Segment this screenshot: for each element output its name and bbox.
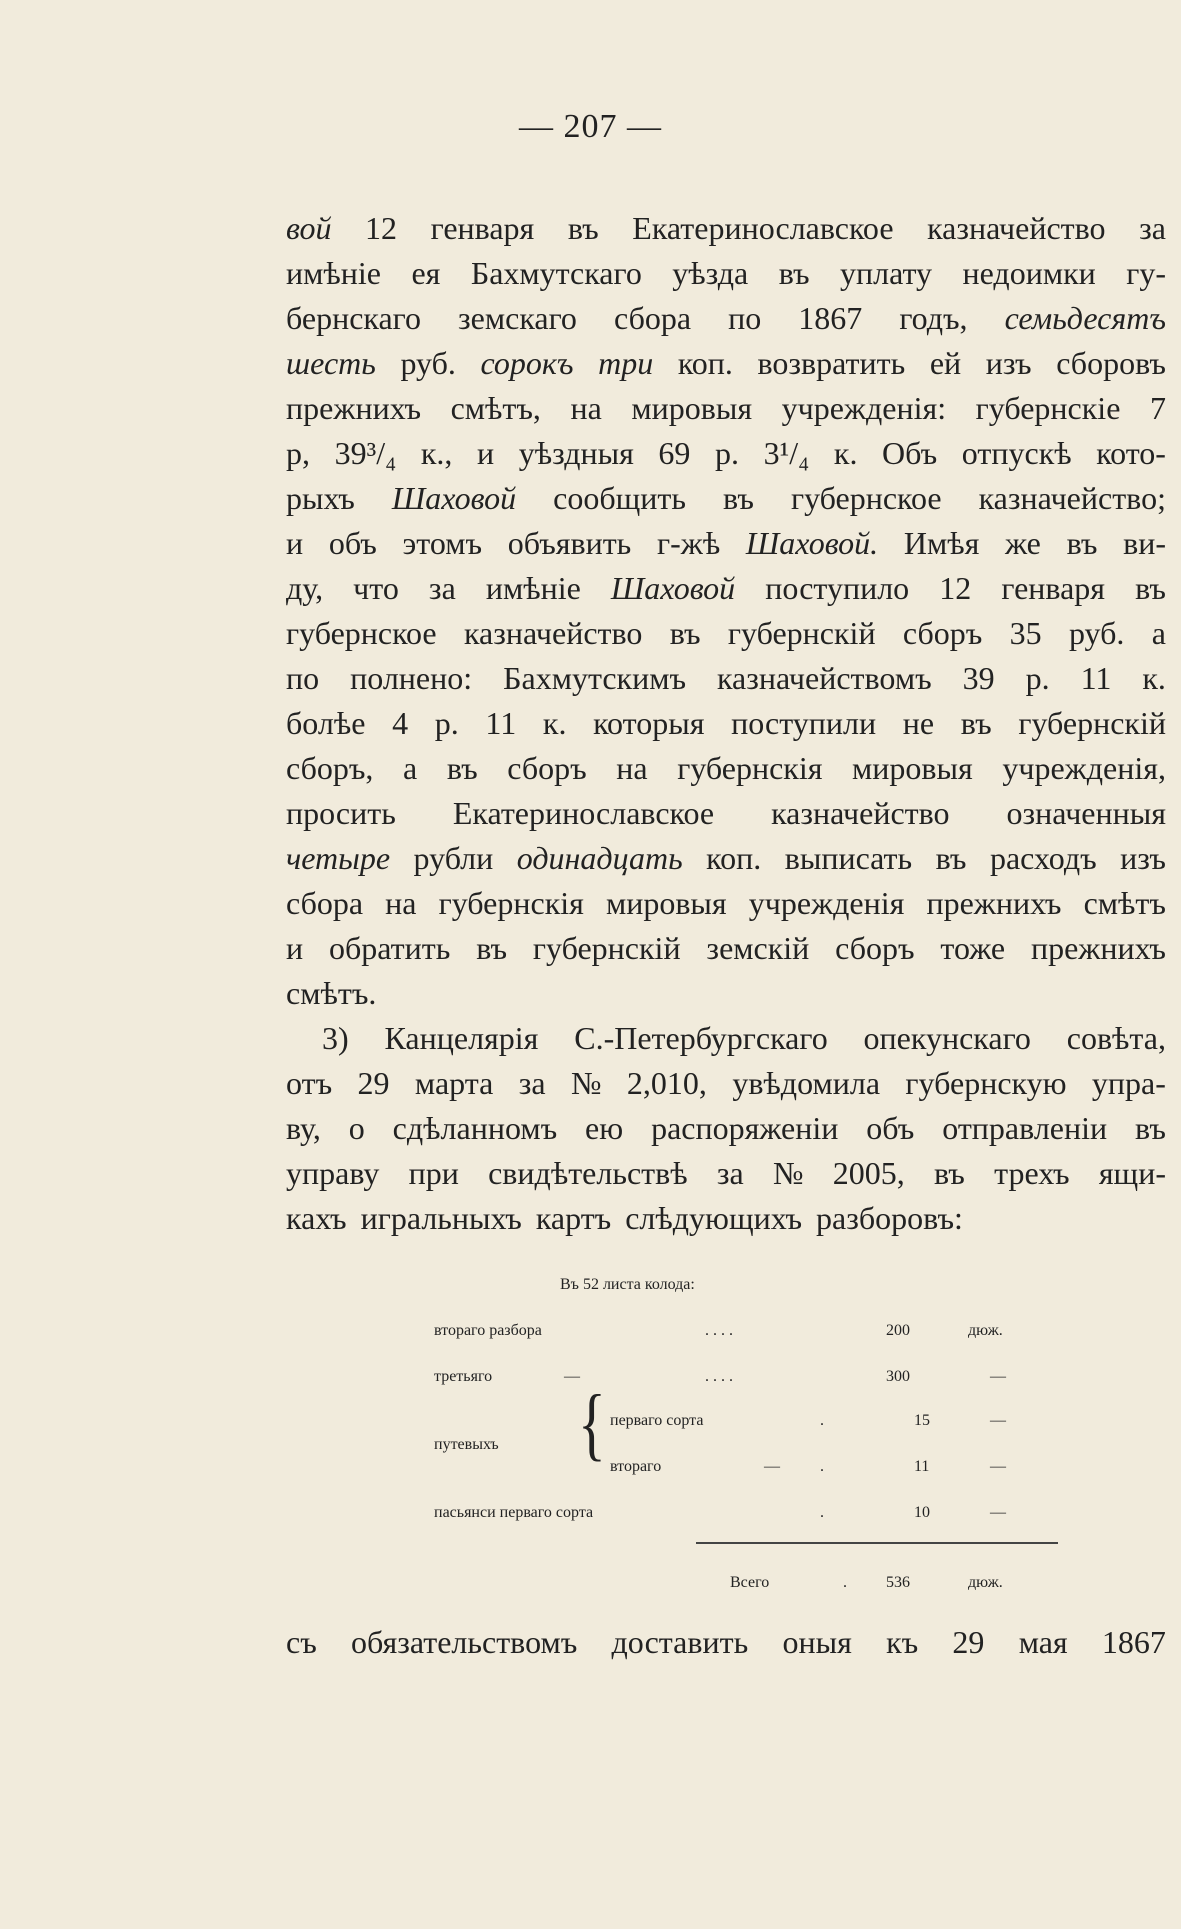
word: гу- bbox=[1126, 255, 1166, 291]
word: распоряженіи bbox=[651, 1110, 839, 1146]
word: генваря bbox=[430, 210, 535, 246]
text-line bbox=[286, 971, 1166, 1016]
text-line bbox=[286, 746, 1166, 791]
table-group-label: путевыхъ bbox=[434, 1436, 499, 1453]
word: сборовъ bbox=[1056, 345, 1166, 381]
word: съ bbox=[286, 1624, 317, 1660]
word: означенныя bbox=[1006, 795, 1166, 831]
word: возвратить bbox=[757, 345, 906, 381]
word: свидѣтельствѣ bbox=[488, 1155, 688, 1191]
word: губернскій bbox=[727, 615, 876, 651]
word: кото- bbox=[1096, 435, 1166, 471]
word: при bbox=[408, 1155, 459, 1191]
word: въ bbox=[1066, 525, 1098, 561]
table-row-dots: . bbox=[820, 1412, 824, 1429]
table-row-qty: 300 bbox=[886, 1368, 910, 1385]
word: Объ bbox=[882, 435, 938, 471]
word: 12 bbox=[365, 210, 398, 246]
word: мировыя bbox=[605, 885, 727, 921]
word: 3) bbox=[322, 1020, 349, 1056]
word: земскій bbox=[706, 930, 810, 966]
word: губернскіе bbox=[975, 390, 1121, 426]
word: недоимки bbox=[962, 255, 1096, 291]
italic-word: Шаховой bbox=[610, 570, 736, 606]
text-line bbox=[286, 791, 1166, 836]
word: изъ bbox=[985, 345, 1032, 381]
word: рубли bbox=[413, 840, 494, 876]
word: коп. bbox=[706, 840, 762, 876]
word: Бахмутскаго bbox=[470, 255, 642, 291]
text-line bbox=[286, 386, 1166, 431]
total-dots: . bbox=[843, 1574, 847, 1591]
table-heading: Въ 52 листа колода: bbox=[560, 1276, 695, 1293]
table-row-dash: — bbox=[764, 1458, 780, 1475]
word: совѣта, bbox=[1066, 1020, 1166, 1056]
word: въ bbox=[476, 930, 508, 966]
word: р. bbox=[434, 705, 459, 741]
table-row-qty: 15 bbox=[914, 1412, 930, 1429]
word: отправленіи bbox=[942, 1110, 1108, 1146]
word: за bbox=[716, 1155, 744, 1191]
word: управу bbox=[286, 1155, 380, 1191]
word: выписать bbox=[784, 840, 913, 876]
word: 29 bbox=[357, 1065, 390, 1101]
word: въ bbox=[567, 210, 599, 246]
word: въ bbox=[933, 1155, 965, 1191]
word: прежнихъ bbox=[286, 390, 422, 426]
word: доставить bbox=[611, 1624, 749, 1660]
word: на bbox=[616, 750, 648, 786]
table-row-label: втораго разбора bbox=[434, 1322, 542, 1339]
word: отъ bbox=[286, 1065, 333, 1101]
word: о bbox=[348, 1110, 365, 1146]
text-line bbox=[286, 251, 1166, 296]
word: руб. bbox=[400, 345, 456, 381]
table-row-label: перваго сорта bbox=[610, 1412, 704, 1429]
table-row-dots: . bbox=[820, 1458, 824, 1475]
word: поступили bbox=[731, 705, 877, 741]
word: болѣе bbox=[286, 705, 366, 741]
word: объявить bbox=[507, 525, 632, 561]
word: за bbox=[1139, 210, 1166, 246]
word: губернскій bbox=[532, 930, 681, 966]
word: к. bbox=[833, 435, 858, 471]
word: рыхъ bbox=[286, 480, 355, 516]
word: сборъ, bbox=[286, 750, 374, 786]
table-row-unit: — bbox=[990, 1412, 1006, 1429]
text-line bbox=[286, 701, 1166, 746]
word: казначейство bbox=[927, 210, 1106, 246]
word: увѣдомила bbox=[732, 1065, 881, 1101]
curly-brace-icon: { bbox=[578, 1377, 606, 1469]
word: смѣтъ bbox=[1083, 885, 1166, 921]
word: прежнихъ bbox=[926, 885, 1062, 921]
word: и bbox=[477, 435, 495, 471]
word: уѣзда bbox=[672, 255, 749, 291]
word: 11 bbox=[485, 705, 517, 741]
word: обязательствомъ bbox=[351, 1624, 578, 1660]
word: ея bbox=[411, 255, 441, 291]
word: ву, bbox=[286, 1110, 321, 1146]
word: въ bbox=[1135, 570, 1166, 606]
total-label: Всего bbox=[730, 1574, 770, 1591]
italic-word: четыре bbox=[286, 840, 391, 876]
text-line bbox=[286, 926, 1166, 971]
word: к. bbox=[1142, 660, 1166, 696]
word: 1867 bbox=[798, 300, 863, 336]
word: годъ, bbox=[899, 300, 968, 336]
total-unit: дюж. bbox=[968, 1574, 1003, 1591]
word: за bbox=[428, 570, 456, 606]
word: мировыя bbox=[631, 390, 753, 426]
word: учрежденія: bbox=[781, 390, 947, 426]
word: обратить bbox=[328, 930, 451, 966]
table-row-unit: — bbox=[990, 1458, 1006, 1475]
word: мировыя bbox=[852, 750, 973, 786]
text-line bbox=[286, 881, 1166, 926]
word: на bbox=[385, 885, 417, 921]
word: р. bbox=[1025, 660, 1050, 696]
word: бернскаго bbox=[286, 300, 421, 336]
table-row-label: пасьянси перваго сорта bbox=[434, 1504, 594, 1521]
italic-word: сорокъ bbox=[480, 345, 574, 381]
word: ящи- bbox=[1098, 1155, 1166, 1191]
word: же bbox=[1004, 525, 1041, 561]
word: № bbox=[772, 1155, 804, 1191]
word: 7 bbox=[1149, 390, 1166, 426]
word: въ bbox=[1135, 1110, 1166, 1146]
table-row-dots: . . . . bbox=[705, 1322, 733, 1339]
word: Екатеринославское bbox=[452, 795, 715, 831]
word: этомъ bbox=[402, 525, 483, 561]
word: 12 bbox=[939, 570, 972, 606]
word: на bbox=[570, 390, 602, 426]
word: 11 bbox=[1080, 660, 1112, 696]
table-row-unit: дюж. bbox=[968, 1322, 1003, 1339]
word: губернскую bbox=[905, 1065, 1067, 1101]
table-row-unit: — bbox=[990, 1504, 1006, 1521]
word: въ bbox=[935, 840, 967, 876]
word: р. bbox=[715, 435, 740, 471]
total-qty: 536 bbox=[886, 1574, 910, 1591]
word: коп. bbox=[677, 345, 733, 381]
word: слѣдующихъ bbox=[625, 1200, 803, 1236]
word: кахъ bbox=[286, 1200, 347, 1236]
word: имѣніе bbox=[485, 570, 581, 606]
word: губернское bbox=[286, 615, 437, 651]
word: сборъ bbox=[835, 930, 915, 966]
word: полнено: bbox=[350, 660, 473, 696]
table-row-unit: — bbox=[990, 1368, 1006, 1385]
text-line bbox=[286, 1151, 1166, 1196]
word: изъ bbox=[1120, 840, 1166, 876]
italic-word: шесть bbox=[286, 345, 376, 381]
text-line bbox=[286, 1061, 1166, 1106]
word: ей bbox=[929, 345, 962, 381]
word: к. bbox=[542, 705, 567, 741]
word: въ bbox=[723, 480, 754, 516]
word: р, bbox=[286, 435, 310, 471]
italic-word: вой bbox=[286, 210, 332, 246]
word: сборъ bbox=[507, 750, 587, 786]
word: казначейство; bbox=[978, 480, 1166, 516]
word: въ bbox=[669, 615, 701, 651]
italic-word: одинадцать bbox=[516, 840, 683, 876]
table-row-qty: 11 bbox=[914, 1458, 930, 1475]
word: г-жѣ bbox=[656, 525, 721, 561]
text-line bbox=[286, 1106, 1166, 1151]
word: 39 bbox=[962, 660, 995, 696]
text-line bbox=[286, 1016, 1166, 1061]
word: въ bbox=[778, 255, 810, 291]
word: № bbox=[570, 1065, 602, 1101]
word: и bbox=[286, 525, 304, 561]
word: Имѣя bbox=[903, 525, 980, 561]
word: къ bbox=[886, 1624, 919, 1660]
table-row-label: третьяго bbox=[434, 1368, 493, 1385]
word: не bbox=[902, 705, 935, 741]
final-line bbox=[286, 1624, 1166, 1661]
word: сборъ bbox=[902, 615, 983, 651]
word: упра- bbox=[1091, 1065, 1166, 1101]
word: 2005, bbox=[832, 1155, 905, 1191]
word: 69 bbox=[658, 435, 691, 471]
word: генваря bbox=[1001, 570, 1105, 606]
table-row-dots: . bbox=[820, 1504, 824, 1521]
italic-word: Шаховой bbox=[391, 480, 517, 516]
word: разборовъ: bbox=[816, 1200, 963, 1236]
word: имѣніе bbox=[286, 255, 381, 291]
word: въ bbox=[446, 750, 478, 786]
word: сбора bbox=[613, 300, 692, 336]
italic-word: семьдесятъ bbox=[1004, 300, 1166, 336]
table-row-label: втораго bbox=[610, 1458, 662, 1475]
word: смѣтъ. bbox=[286, 975, 377, 1011]
word: а bbox=[1151, 615, 1166, 651]
text-line bbox=[286, 521, 1166, 566]
total-rule bbox=[696, 1542, 1058, 1544]
word: казначейство bbox=[771, 795, 950, 831]
word: которыя bbox=[593, 705, 705, 741]
word: сбора bbox=[286, 885, 364, 921]
word: расходъ bbox=[989, 840, 1097, 876]
text-line bbox=[286, 206, 1166, 251]
table-row-qty: 10 bbox=[914, 1504, 930, 1521]
table-row-dots: . . . . bbox=[705, 1368, 733, 1385]
body-text bbox=[286, 206, 1166, 1241]
text-line bbox=[286, 566, 1166, 611]
word: тоже bbox=[940, 930, 1006, 966]
word: отпускѣ bbox=[961, 435, 1072, 471]
word: 35 bbox=[1009, 615, 1042, 651]
word: поступило bbox=[765, 570, 910, 606]
text-line bbox=[286, 341, 1166, 386]
word: земскаго bbox=[458, 300, 577, 336]
word: прежнихъ bbox=[1030, 930, 1166, 966]
word: игральныхъ bbox=[360, 1200, 522, 1236]
word: губернскія bbox=[677, 750, 823, 786]
word: въ bbox=[960, 705, 992, 741]
word: учрежденія bbox=[748, 885, 905, 921]
italic-word: три bbox=[598, 345, 654, 381]
word: за bbox=[518, 1065, 546, 1101]
word: мая bbox=[1018, 1624, 1068, 1660]
word: учрежденія, bbox=[1002, 750, 1166, 786]
word: трехъ bbox=[994, 1155, 1070, 1191]
word: а bbox=[403, 750, 418, 786]
table-row-dash: — bbox=[564, 1368, 580, 1385]
word: опекунскаго bbox=[863, 1020, 1031, 1056]
word: картъ bbox=[535, 1200, 612, 1236]
word: объ bbox=[328, 525, 377, 561]
word: что bbox=[353, 570, 399, 606]
word: губернское bbox=[790, 480, 942, 516]
word: ду, bbox=[286, 570, 324, 606]
word: ви- bbox=[1123, 525, 1166, 561]
word: 39³/₄ bbox=[334, 435, 397, 471]
word: к., bbox=[420, 435, 453, 471]
word: казначейство bbox=[463, 615, 643, 651]
word: Бахмутскимъ bbox=[503, 660, 686, 696]
word: губернскія bbox=[438, 885, 584, 921]
word: по bbox=[286, 660, 320, 696]
word: уѣздныя bbox=[518, 435, 634, 471]
text-line bbox=[286, 611, 1166, 656]
word: С.-Петербургскаго bbox=[574, 1020, 828, 1056]
word: сообщить bbox=[553, 480, 686, 516]
word: руб. bbox=[1068, 615, 1125, 651]
word: Канцелярія bbox=[384, 1020, 539, 1056]
word: уплату bbox=[840, 255, 933, 291]
text-line bbox=[286, 431, 1166, 476]
text-line bbox=[286, 1196, 1166, 1241]
word: Екатеринославское bbox=[632, 210, 894, 246]
word: марта bbox=[414, 1065, 494, 1101]
table-row-qty: 200 bbox=[886, 1322, 910, 1339]
text-line bbox=[286, 476, 1166, 521]
word: смѣтъ, bbox=[450, 390, 541, 426]
word: 2,010, bbox=[626, 1065, 707, 1101]
word: 1867 bbox=[1101, 1624, 1166, 1660]
page-number: — 207 — bbox=[519, 108, 662, 145]
word: и bbox=[286, 930, 304, 966]
word: 4 bbox=[392, 705, 409, 741]
text-line bbox=[286, 836, 1166, 881]
word: губернскій bbox=[1018, 705, 1166, 741]
word: объ bbox=[866, 1110, 915, 1146]
word: ею bbox=[585, 1110, 624, 1146]
text-line bbox=[286, 296, 1166, 341]
text-line bbox=[286, 656, 1166, 701]
italic-word: Шаховой. bbox=[745, 525, 879, 561]
word: по bbox=[728, 300, 762, 336]
word: оныя bbox=[782, 1624, 852, 1660]
word: сдѣланномъ bbox=[392, 1110, 558, 1146]
word: 29 bbox=[952, 1624, 985, 1660]
word: просить bbox=[286, 795, 396, 831]
word: 3¹/₄ bbox=[763, 435, 810, 471]
word: казначействомъ bbox=[716, 660, 932, 696]
